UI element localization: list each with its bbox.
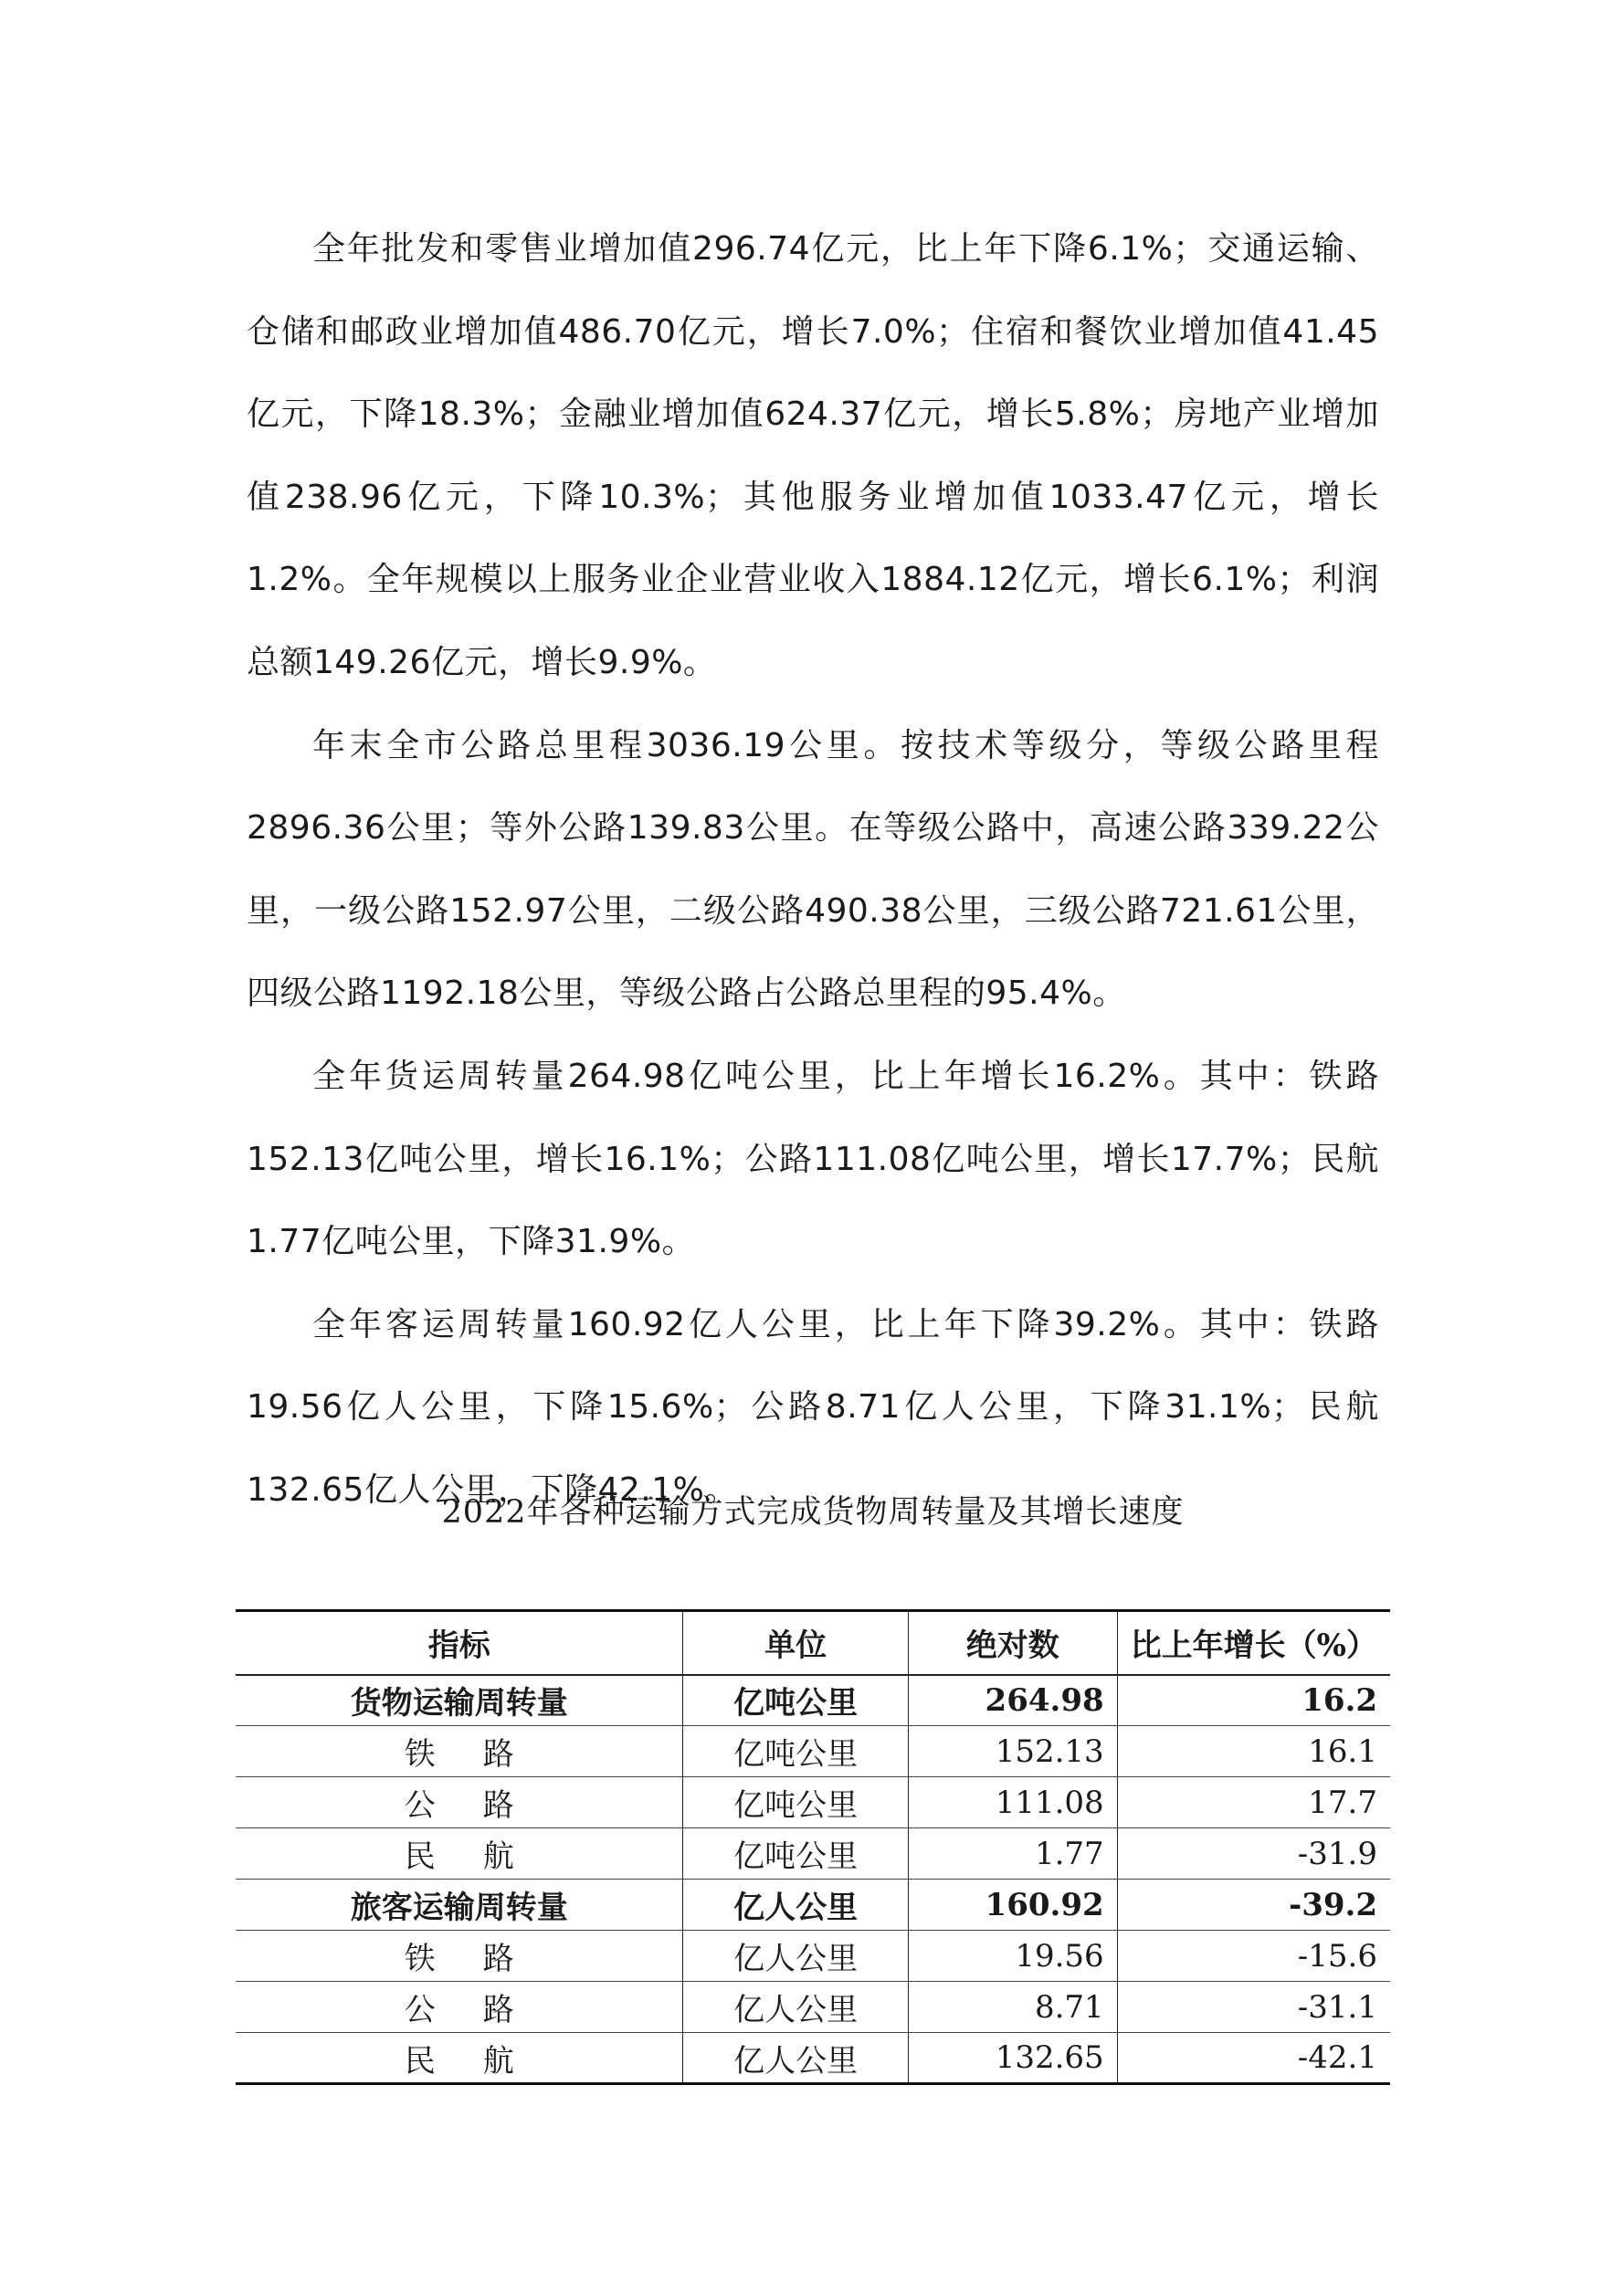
paragraph-services: 全年批发和零售业增加值296.74亿元，比上年下降6.1%；交通运输、仓储和邮政业增加值486.70亿元，增长7.0%；住宿和餐饮业增加值41.45亿元，下降18.3%；金融业增加值624.37亿元，增长5.8%；房地产业增加值238.96亿元，下降10.3%；其他服务业增加值1033.47亿元，增长1.2%。全年规模以上服务业企业营业收入1884.12亿元，增长6.1%；利润总额149.26亿元，增长9.9%。 — [247, 230, 1379, 681]
row-name: 公路 — [236, 1982, 683, 2033]
row-value: 132.65 — [908, 2033, 1117, 2084]
paragraph-freight: 全年货运周转量264.98亿吨公里，比上年增长16.2%。其中：铁路152.13亿吨公里，增长16.1%；公路111.08亿吨公里，增长17.7%；民航1.77亿吨公里，下降31.9%。 — [247, 1057, 1379, 1261]
row-value: 264.98 — [908, 1675, 1117, 1726]
row-value: 111.08 — [908, 1777, 1117, 1828]
row-unit: 亿人公里 — [683, 1931, 908, 1982]
row-value: 152.13 — [908, 1726, 1117, 1777]
row-growth: -31.9 — [1117, 1828, 1390, 1880]
row-unit: 亿吨公里 — [683, 1777, 908, 1828]
row-growth: -15.6 — [1117, 1931, 1390, 1982]
header-unit: 单位 — [683, 1611, 908, 1675]
row-value: 8.71 — [908, 1982, 1117, 2033]
row-value: 160.92 — [908, 1880, 1117, 1931]
row-name: 铁路 — [236, 1931, 683, 1982]
row-name: 民航 — [236, 2033, 683, 2084]
row-unit: 亿人公里 — [683, 1880, 908, 1931]
table-row — [236, 1982, 1390, 2033]
paragraph-highways: 年末全市公路总里程3036.19公里。按技术等级分，等级公路里程2896.36公里；等外公路139.83公里。在等级公路中，高速公路339.22公里，一级公路152.97公里，二级公路490.38公里，三级公路721.61公里，四级公路1192.18公里，等级公路占公路总里程的95.4%。 — [247, 726, 1379, 1013]
row-growth: -42.1 — [1117, 2033, 1390, 2084]
table-row — [236, 1880, 1390, 1931]
row-unit: 亿人公里 — [683, 2033, 908, 2084]
paragraph-passenger: 全年客运周转量160.92亿人公里，比上年下降39.2%。其中：铁路19.56亿人公里，下降15.6%；公路8.71亿人公里，下降31.1%；民航132.65亿人公里，下降42.1%。 — [247, 1305, 1379, 1509]
table-row — [236, 1828, 1390, 1880]
row-unit: 亿吨公里 — [683, 1675, 908, 1726]
table-row — [236, 1931, 1390, 1982]
transport-turnover-table — [236, 1609, 1390, 2085]
row-name: 旅客运输周转量 — [236, 1880, 683, 1931]
table-row — [236, 1777, 1390, 1828]
row-unit: 亿吨公里 — [683, 1828, 908, 1880]
row-name: 货物运输周转量 — [236, 1675, 683, 1726]
row-name: 民航 — [236, 1828, 683, 1880]
row-growth: -39.2 — [1117, 1880, 1390, 1931]
row-name: 公路 — [236, 1777, 683, 1828]
row-value: 19.56 — [908, 1931, 1117, 1982]
row-unit: 亿人公里 — [683, 1982, 908, 2033]
row-growth: 17.7 — [1117, 1777, 1390, 1828]
body-text — [247, 208, 1379, 1532]
table-row — [236, 1675, 1390, 1726]
row-unit: 亿吨公里 — [683, 1726, 908, 1777]
table-row — [236, 1726, 1390, 1777]
table-header-row — [236, 1611, 1390, 1675]
header-growth: 比上年增长（%） — [1117, 1611, 1390, 1675]
row-growth: 16.1 — [1117, 1726, 1390, 1777]
row-name: 铁路 — [236, 1726, 683, 1777]
table-row — [236, 2033, 1390, 2084]
table-title: 2022年各种运输方式完成货物周转量及其增长速度 — [441, 1494, 1185, 1531]
row-growth: -31.1 — [1117, 1982, 1390, 2033]
row-value: 1.77 — [908, 1828, 1117, 1880]
header-indicator: 指标 — [236, 1611, 683, 1675]
header-absolute: 绝对数 — [908, 1611, 1117, 1675]
row-growth: 16.2 — [1117, 1675, 1390, 1726]
